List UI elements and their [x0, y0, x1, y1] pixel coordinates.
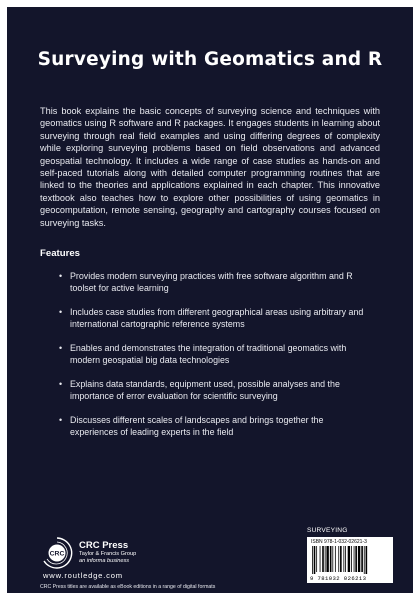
barcode-bar — [320, 546, 321, 572]
feature-text: Discusses different scales of landscapes and brings together the experiences of leading experts in the field — [70, 415, 324, 438]
barcode-bar — [316, 546, 317, 572]
barcode-bar — [332, 546, 333, 572]
barcode-bar — [345, 546, 346, 572]
barcode-digits: 9 781032 026213 — [310, 575, 367, 582]
bullet-icon: • — [59, 415, 63, 426]
barcode-bar — [338, 546, 339, 572]
barcode-bar — [351, 546, 352, 572]
bullet-icon: • — [59, 307, 63, 318]
barcode-bar — [366, 546, 368, 574]
barcode-bar — [330, 546, 332, 572]
barcode-bar — [354, 546, 355, 572]
barcode-bar — [322, 546, 324, 572]
barcode-bar — [312, 546, 313, 574]
crc-press-logo-icon — [39, 535, 75, 571]
feature-item — [59, 307, 369, 331]
feature-text: Enables and demonstrates the integration of traditional geomatics with modern geospatial big data technologies — [70, 343, 347, 365]
publisher-website[interactable]: www.routledge.com — [43, 571, 123, 580]
feature-item — [59, 271, 369, 295]
barcode-bar — [343, 546, 344, 572]
publisher-name: CRC Press — [79, 540, 129, 551]
feature-text: Provides modern surveying practices with free software algorithm and R toolset for active learning — [70, 271, 353, 293]
book-title: Surveying with Geomatics and R — [37, 49, 383, 70]
barcode-panel — [307, 537, 393, 583]
publisher-group: Taylor & Francis Group — [79, 551, 137, 557]
feature-item — [59, 343, 369, 367]
subject-category: SURVEYING — [307, 527, 348, 534]
barcode-bar — [325, 546, 326, 572]
bullet-icon: • — [59, 379, 63, 390]
ebook-footnote: CRC Press titles are available as eBook editions in a range of digital formats — [40, 584, 216, 590]
barcode-icon — [311, 546, 389, 574]
barcode-bar — [314, 546, 316, 574]
barcode-bar — [326, 546, 328, 572]
features-heading: Features — [40, 248, 80, 259]
feature-text: Explains data standards, equipment used, possible analyses and the importance of error evaluation for scientific surveying — [70, 379, 340, 402]
feature-text: Includes case studies from different geographical areas using arbitrary and international cartographic reference systems — [70, 307, 364, 329]
features-list — [59, 271, 369, 451]
barcode-bar — [340, 546, 342, 572]
feature-item — [59, 379, 369, 403]
barcode-bar — [358, 546, 360, 572]
bullet-icon: • — [59, 271, 63, 281]
logo-letters: CRC — [49, 550, 65, 558]
publisher-block — [79, 540, 136, 564]
feature-item — [59, 415, 369, 439]
bullet-icon: • — [59, 343, 63, 354]
barcode-bar — [335, 546, 336, 572]
barcode-bar — [361, 546, 363, 572]
barcode-bar — [364, 546, 365, 574]
isbn-number: ISBN 978-1-032-02621-3 — [311, 539, 367, 545]
book-description: This book explains the basic concepts of surveying science and techniques with geomatics using R software and R packages. It engages students in learning about surveying through real field examples and using differing degrees of complexity while exploring surveying problems based on field observations and advanced geospatial technology. It includes a wide range of case studies as hands-on and self-paced tutorials along with detailed computer programming routines that are linked to the theories and applications explained in each chapter. This innovative textbook also teaches how to explore other possibilities of using geomatics in geocomputation, remote sensing, geography and cartography courses focused on surveying tasks. — [40, 106, 380, 228]
publisher-business: an informa business — [79, 557, 130, 564]
barcode-bar — [348, 546, 350, 572]
barcode-bar — [355, 546, 357, 572]
book-back-cover — [7, 7, 413, 593]
